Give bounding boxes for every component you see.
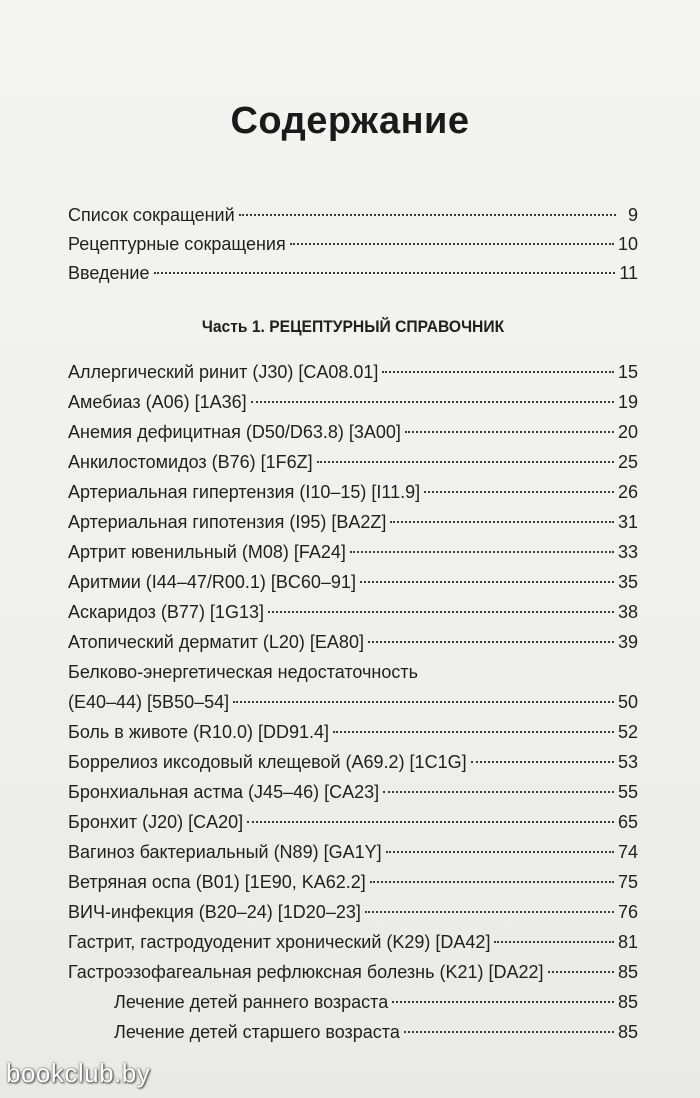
dot-leader: [290, 229, 614, 245]
toc-entry-page: 31: [617, 512, 638, 532]
toc-entry-page: 85: [617, 1022, 638, 1042]
toc-entry-label: Боль в животе (R10.0) [DD91.4]: [68, 722, 330, 742]
toc-entry-page: 38: [617, 602, 638, 622]
dot-leader: [405, 417, 614, 433]
toc-entry-page: 25: [617, 452, 638, 472]
toc-entry-label: Артрит ювенильный (M08) [FA24]: [68, 542, 346, 562]
toc-entry-label: Аскаридоз (B77) [1G13]: [68, 602, 264, 622]
dot-leader: [370, 867, 614, 883]
dot-leader: [404, 1017, 614, 1033]
toc-entry: [68, 387, 638, 417]
toc-entry-page: 19: [617, 392, 638, 412]
toc-entry-page: 15: [617, 362, 638, 382]
toc-entry-label: Вагиноз бактериальный (N89) [GA1Y]: [68, 842, 382, 862]
toc-entry: [68, 258, 638, 288]
toc-entry: [68, 627, 638, 657]
toc-entry: [68, 957, 638, 987]
dot-leader: [368, 627, 614, 643]
toc-entry-label: Боррелиоз иксодовый клещевой (A69.2) [1C1G]: [68, 752, 467, 772]
toc-entry-label: Аритмии (I44–47/R00.1) [BC60–91]: [68, 572, 356, 592]
toc-entry-label: Список сокращений: [68, 205, 235, 225]
toc-entry: [68, 597, 638, 627]
toc-entry-page: 39: [617, 632, 638, 652]
toc-entry-label: Анкилостомидоз (B76) [1F6Z]: [68, 452, 313, 472]
dot-leader: [382, 357, 614, 373]
toc-entry: [68, 477, 638, 507]
dot-leader: [233, 687, 614, 703]
toc-entry-label: Анемия дефицитная (D50/D63.8) [3A00]: [68, 422, 401, 442]
toc-entry-label: Атопический дерматит (L20) [EA80]: [68, 632, 364, 652]
toc-entry-label: Артериальная гипертензия (I10–15) [I11.9]: [68, 482, 421, 502]
toc-entry-label: Бронхит (J20) [CA20]: [68, 812, 244, 832]
toc-entry-label: (E40–44) [5B50–54]: [68, 692, 230, 712]
toc-entry-page: 52: [617, 722, 638, 742]
dot-leader: [317, 447, 614, 463]
toc-entry-label: Рецептурные сокращения: [68, 234, 286, 254]
toc-entry: [68, 567, 638, 597]
toc-entry-label: Амебиаз (A06) [1A36]: [68, 392, 247, 412]
toc-entry-page: 76: [617, 902, 638, 922]
toc-entry: [68, 867, 638, 897]
toc-entry-page: 35: [617, 572, 638, 592]
dot-leader: [471, 747, 614, 763]
toc-entry-page: 10: [617, 234, 638, 254]
toc-entry-page: 11: [619, 263, 638, 283]
toc-entry-page: 75: [617, 872, 638, 892]
dot-leader: [268, 597, 614, 613]
dot-leader: [424, 477, 614, 493]
toc-entry: [68, 897, 638, 927]
toc-entry-page: 81: [617, 932, 638, 952]
dot-leader: [386, 837, 614, 853]
toc-entry: [68, 229, 638, 259]
toc-entry: [68, 927, 638, 957]
dot-leader: [548, 957, 614, 973]
toc-entry: [68, 357, 638, 387]
dot-leader: [333, 717, 614, 733]
dot-leader: [392, 987, 614, 1003]
dot-leader: [390, 507, 614, 523]
dot-leader: [365, 897, 614, 913]
toc-entry-page: 74: [617, 842, 638, 862]
toc-entry-label: Введение: [68, 263, 150, 283]
toc-entry-page: 33: [617, 542, 638, 562]
toc-subentry: [68, 1017, 638, 1047]
toc-entry-label: Аллергический ринит (J30) [CA08.01]: [68, 362, 379, 382]
page-title: Содержание: [230, 100, 470, 142]
toc-entry: [68, 747, 638, 777]
site-watermark: bookclub.by: [6, 1058, 151, 1088]
toc-entry-page: 53: [617, 752, 638, 772]
toc-entry: [68, 200, 638, 230]
section-heading: Часть 1. РЕЦЕПТУРНЫЙ СПРАВОЧНИК: [201, 317, 505, 336]
dot-leader: [247, 807, 614, 823]
dot-leader: [494, 927, 614, 943]
toc-entry-page: 85: [617, 992, 638, 1012]
toc-entry-label: Ветряная оспа (B01) [1E90, KA62.2]: [68, 872, 366, 892]
toc-entry: [68, 537, 638, 567]
toc-entry-page: 55: [617, 782, 638, 802]
toc-entry: [68, 657, 638, 687]
toc-entry-page: 65: [617, 812, 638, 832]
toc-entry-label: Гастрит, гастродуоденит хронический (K29) [DA42]: [68, 932, 491, 952]
dot-leader: [360, 567, 614, 583]
toc-entry: [68, 687, 638, 717]
dot-leader: [383, 777, 614, 793]
toc-entry: [68, 447, 638, 477]
toc-entry-label: Лечение детей раннего возраста: [114, 992, 389, 1012]
toc-entry: [68, 417, 638, 447]
dot-leader: [422, 657, 616, 671]
toc-entry-label: Белково-энергетическая недостаточность: [68, 662, 418, 682]
toc-entry-page: 20: [617, 422, 638, 442]
toc-entry-page: 26: [617, 482, 638, 502]
toc-entry: [68, 837, 638, 867]
toc-entry: [68, 777, 638, 807]
toc-entry-label: Гастроэзофагеальная рефлюксная болезнь (K21) [DA22]: [68, 962, 544, 982]
toc-entry: [68, 717, 638, 747]
toc-entry: [68, 507, 638, 537]
toc-subentry: [68, 987, 638, 1017]
toc-entry-page: 9: [627, 205, 638, 225]
dot-leader: [350, 537, 614, 553]
dot-leader: [239, 200, 616, 216]
toc-entry-label: ВИЧ-инфекция (B20–24) [1D20–23]: [68, 902, 361, 922]
toc-entry-page: 50: [617, 692, 638, 712]
toc-entry-label: Лечение детей старшего возраста: [114, 1022, 400, 1042]
toc-entry: [68, 807, 638, 837]
toc-entry-label: Артериальная гипотензия (I95) [BA2Z]: [68, 512, 387, 532]
toc-entry-label: Бронхиальная астма (J45–46) [CA23]: [68, 782, 380, 802]
dot-leader: [251, 387, 614, 403]
toc-entry-page: 85: [617, 962, 638, 982]
dot-leader: [154, 258, 616, 274]
